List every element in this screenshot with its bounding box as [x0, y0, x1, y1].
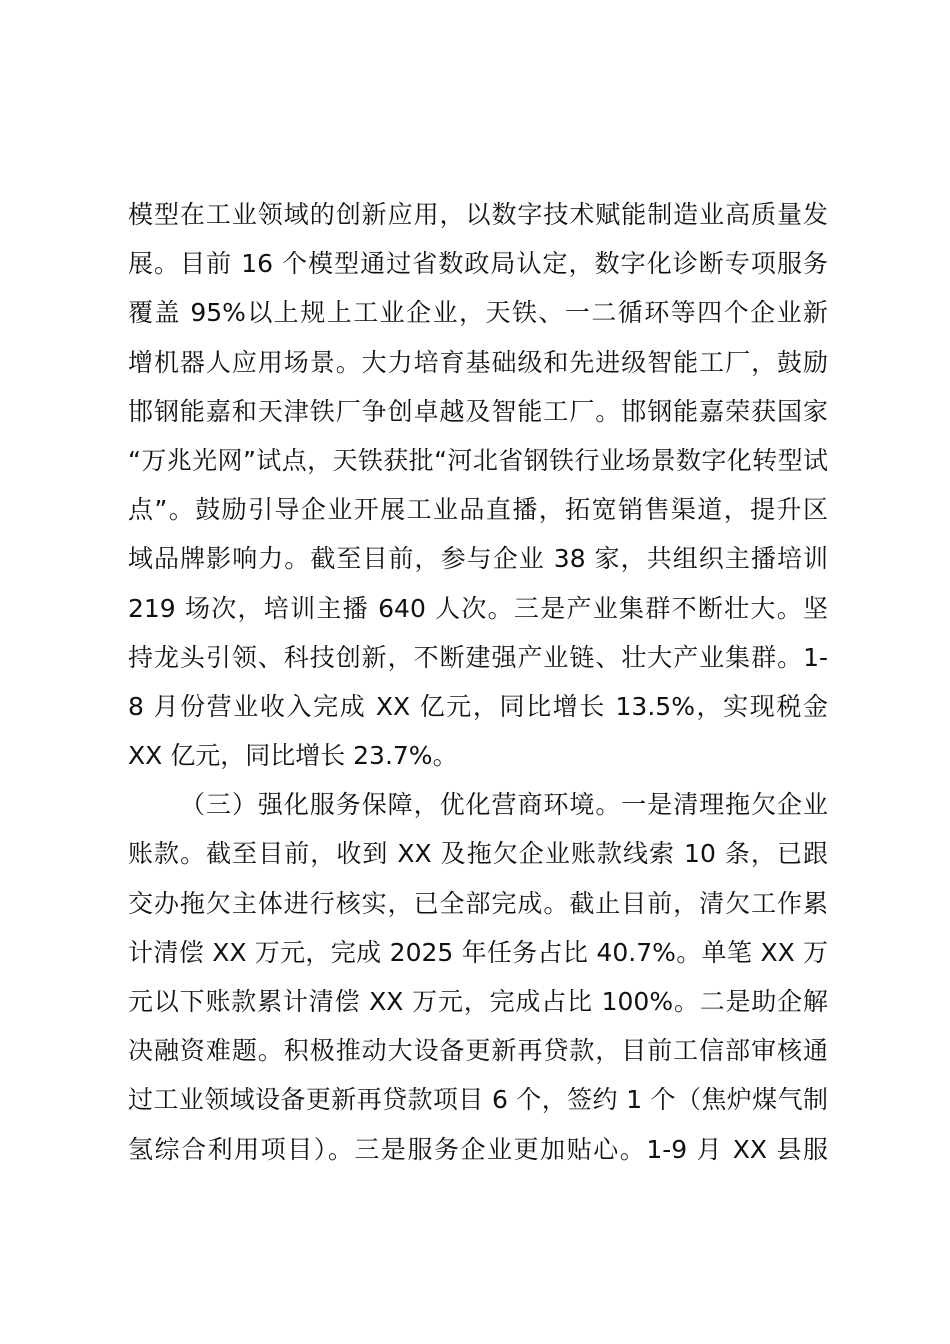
paragraph-end-line: XX 亿元，同比增长 23.7%。 [128, 741, 458, 771]
text-line: 持龙头引领、科技创新，不断建强产业链、壮大产业集群。1- [128, 642, 828, 672]
body-text [128, 190, 828, 1174]
text-line: 决融资难题。积极推动大设备更新再贷款，目前工信部审核通 [128, 1036, 828, 1066]
text-line: 域品牌影响力。截至目前，参与企业 38 家，共组织主播培训 [128, 544, 828, 574]
text-line: 增机器人应用场景。大力培育基础级和先进级智能工厂，鼓励 [128, 347, 828, 377]
text-line: 过工业领域设备更新再贷款项目 6 个，签约 1 个（焦炉煤气制 [128, 1085, 828, 1115]
section-heading-line: （三）强化服务保障，优化营商环境。一是清理拖欠企业 [180, 790, 828, 820]
text-line: 氢综合利用项目）。三是服务企业更加贴心。1-9 月 XX 县服 [128, 1134, 828, 1164]
text-line: 219 场次，培训主播 640 人次。三是产业集群不断壮大。坚 [128, 593, 828, 623]
text-line: 模型在工业领域的创新应用，以数字技术赋能制造业高质量发 [128, 200, 828, 229]
text-line: 交办拖欠主体进行核实，已全部完成。截止目前，清欠工作累 [128, 888, 828, 918]
text-line: “万兆光网”试点，天铁获批“河北省钢铁行业场景数字化转型试 [128, 445, 828, 475]
text-line: 展。目前 16 个模型通过省数政局认定，数字化诊断专项服务 [128, 249, 828, 279]
text-line: 8 月份营业收入完成 XX 亿元，同比增长 13.5%，实现税金 [128, 691, 828, 721]
text-line: 邯钢能嘉和天津铁厂争创卓越及智能工厂。邯钢能嘉荣获国家 [128, 396, 828, 426]
text-line: 元以下账款累计清偿 XX 万元，完成占比 100%。二是助企解 [128, 987, 828, 1016]
text-line: 计清偿 XX 万元，完成 2025 年任务占比 40.7%。单笔 XX 万 [128, 937, 828, 967]
text-line: 覆盖 95%以上规上工业企业，天铁、一二循环等四个企业新 [128, 298, 828, 328]
text-line: 点”。鼓励引导企业开展工业品直播，拓宽销售渠道，提升区 [128, 495, 828, 525]
text-line: 账款。截至目前，收到 XX 及拖欠企业账款线索 10 条，已跟 [128, 839, 828, 869]
